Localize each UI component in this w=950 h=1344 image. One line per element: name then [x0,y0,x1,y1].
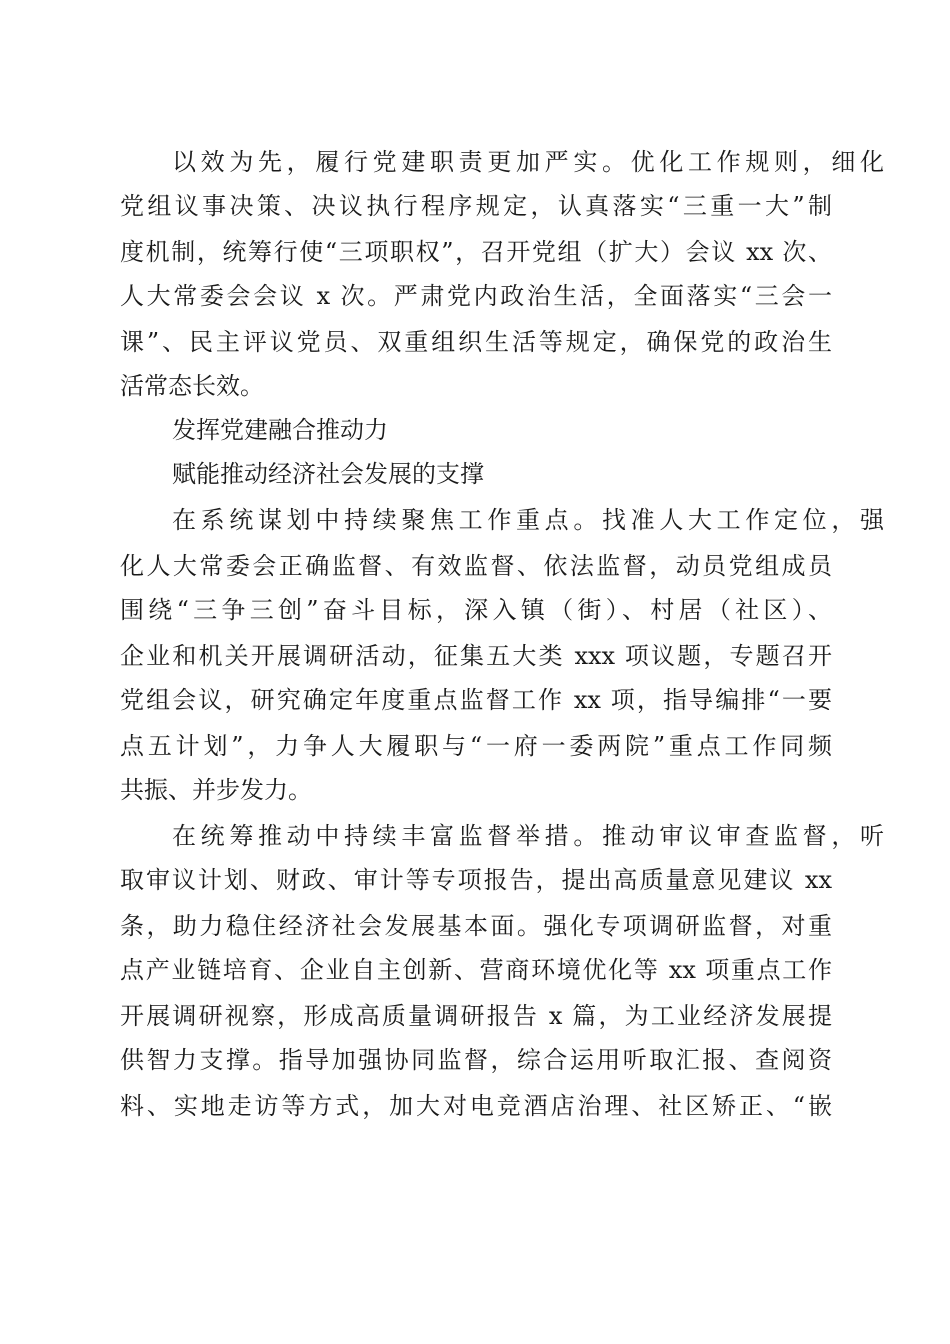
paragraph-line: 围绕“三争三创”奋斗目标，深入镇（街）、村居（社区）、 [120,596,832,624]
paragraph-line: 度机制，统筹行使“三项职权”，召开党组（扩大）会议 xx 次、 [120,238,832,266]
section-heading: 发挥党建融合推动力 [172,416,388,444]
paragraph-line: 在系统谋划中持续聚焦工作重点。找准人大工作定位，强 [172,506,884,534]
paragraph-line: 党组会议，研究确定年度重点监督工作 xx 项，指导编排“一要 [120,686,832,714]
paragraph-line: 取审议计划、财政、审计等专项报告，提出高质量意见建议 xx [120,866,832,894]
paragraph-line: 在统筹推动中持续丰富监督举措。推动审议审查监督，听 [172,822,884,850]
paragraph-line: 料、实地走访等方式，加大对电竞酒店治理、社区矫正、“嵌 [120,1092,832,1120]
paragraph-line: 党组议事决策、决议执行程序规定，认真落实“三重一大”制 [120,192,832,220]
paragraph-line: 活常态长效。 [120,372,264,400]
paragraph-line: 供智力支撑。指导加强协同监督，综合运用听取汇报、查阅资 [120,1046,832,1074]
paragraph-line: 人大常委会会议 x 次。严肃党内政治生活，全面落实“三会一 [120,282,832,310]
paragraph-line: 以效为先，履行党建职责更加严实。优化工作规则，细化 [172,148,884,176]
paragraph-line: 条，助力稳住经济社会发展基本面。强化专项调研监督，对重 [120,912,832,940]
paragraph-line: 企业和机关开展调研活动，征集五大类 xxx 项议题，专题召开 [120,642,832,670]
paragraph-line: 课”、民主评议党员、双重组织生活等规定，确保党的政治生 [120,328,832,356]
paragraph-line: 共振、并步发力。 [120,776,312,804]
paragraph-line: 化人大常委会正确监督、有效监督、依法监督，动员党组成员 [120,552,832,580]
paragraph-line: 开展调研视察，形成高质量调研报告 x 篇，为工业经济发展提 [120,1002,832,1030]
paragraph-line: 点产业链培育、企业自主创新、营商环境优化等 xx 项重点工作 [120,956,832,984]
paragraph-line: 点五计划”，力争人大履职与“一府一委两院”重点工作同频 [120,732,832,760]
section-subheading: 赋能推动经济社会发展的支撑 [172,460,484,488]
